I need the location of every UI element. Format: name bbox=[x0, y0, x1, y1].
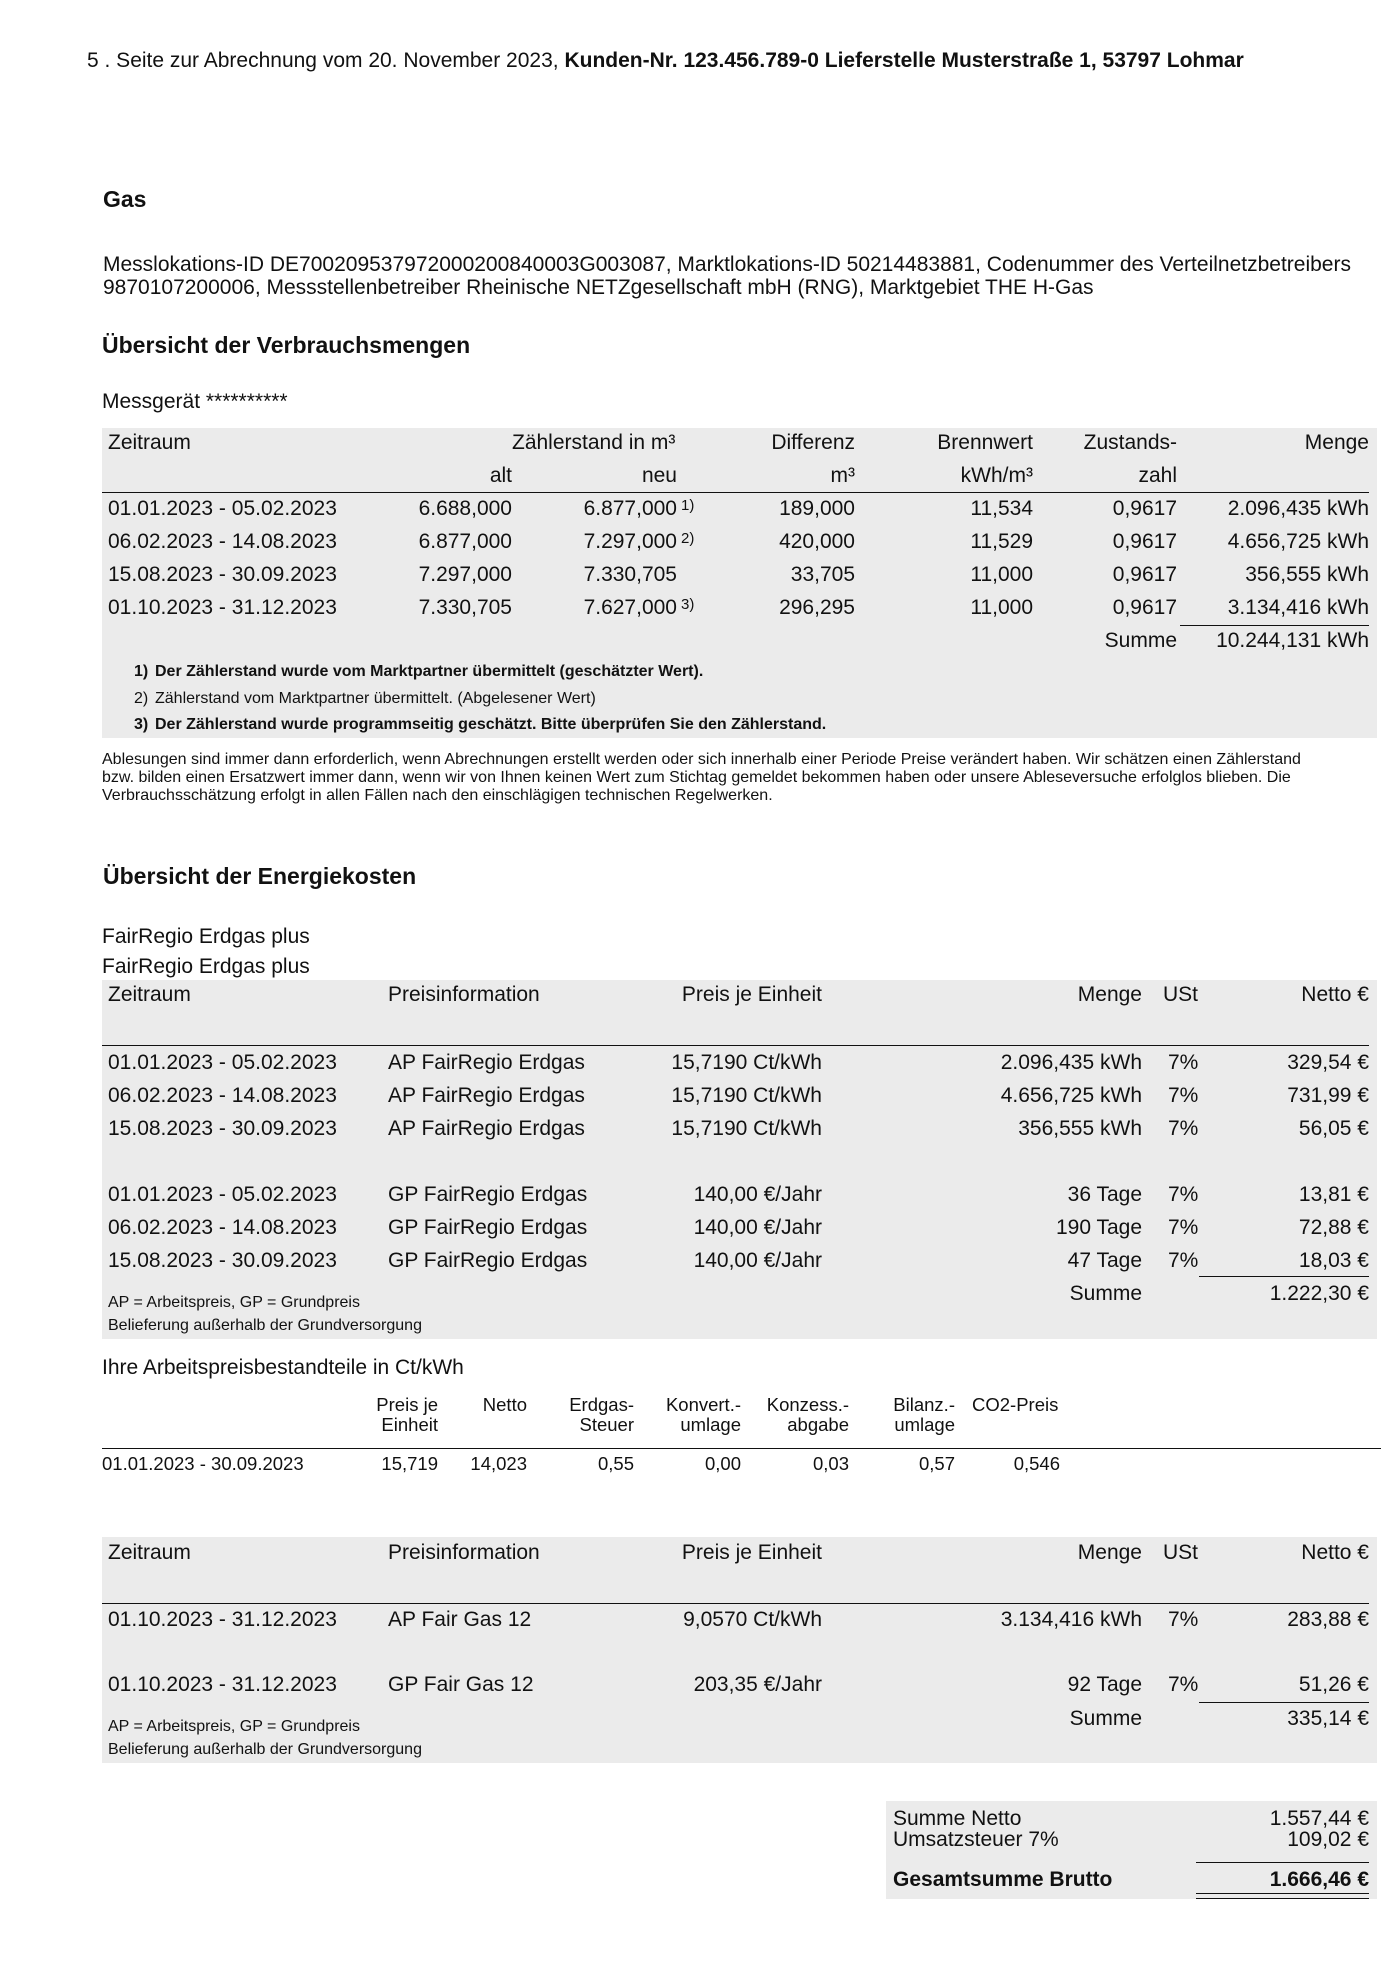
net-amount: 283,88 € bbox=[1287, 1608, 1369, 1631]
period: 01.01.2023 - 05.02.2023 bbox=[108, 1051, 337, 1074]
energy-costs-title: Übersicht der Energiekosten bbox=[103, 863, 417, 889]
consumption-sum-row bbox=[0, 628, 1400, 654]
header-net: Netto € bbox=[1301, 983, 1369, 1006]
net-amount: 18,03 € bbox=[1298, 1249, 1369, 1272]
header-meter-reading: Zählerstand in m³ bbox=[512, 431, 676, 454]
vat-rate: 7% bbox=[1168, 1608, 1199, 1631]
price-components-title: Ihre Arbeitspreisbestandteile in Ct/kWh bbox=[102, 1356, 464, 1379]
z-number: 0,9617 bbox=[1112, 563, 1177, 586]
calorific-value: 11,000 bbox=[970, 596, 1033, 619]
header-divider bbox=[102, 1045, 1369, 1046]
net-amount: 731,99 € bbox=[1287, 1084, 1369, 1107]
cost-row bbox=[0, 1248, 1400, 1274]
quantity: 4.656,725 kWh bbox=[1000, 1084, 1142, 1107]
unit-price: 9,0570 Ct/kWh bbox=[683, 1608, 822, 1631]
meter-label: Messgerät ********** bbox=[102, 390, 288, 413]
quantity: 3.134,416 kWh bbox=[1000, 1608, 1142, 1631]
cost-row bbox=[0, 1182, 1400, 1208]
product-name: FairRegio Erdgas plus bbox=[102, 925, 310, 948]
table-note bbox=[0, 1293, 1400, 1313]
price-info: GP FairRegio Erdgas bbox=[388, 1249, 588, 1272]
header-concession-fee: Konzess.- bbox=[766, 1394, 849, 1415]
consumption-row bbox=[0, 595, 1400, 621]
location-info-line: Messlokations-ID DE700209537972000200840003G003087, Marktlokations-ID 50214483881, Codenummer des Verteilnetzbetreibers bbox=[103, 253, 1351, 276]
price-info: AP FairRegio Erdgas bbox=[388, 1051, 585, 1074]
customer-info: Kunden-Nr. 123.456.789-0 Lieferstelle Musterstraße 1, 53797 Lohmar bbox=[564, 49, 1244, 72]
period: 06.02.2023 - 14.08.2023 bbox=[108, 1216, 337, 1239]
net-total-value: 1.557,44 € bbox=[1269, 1807, 1369, 1830]
quantity: 47 Tage bbox=[1067, 1249, 1142, 1272]
period: 06.02.2023 - 14.08.2023 bbox=[108, 530, 337, 553]
calorific-value: 11,534 bbox=[970, 497, 1033, 520]
difference: 189,000 bbox=[779, 497, 855, 520]
table-note bbox=[0, 1740, 1400, 1760]
z-number: 0,9617 bbox=[1112, 530, 1177, 553]
quantity: 36 Tage bbox=[1067, 1183, 1142, 1206]
net-amount: 329,54 € bbox=[1287, 1051, 1369, 1074]
period: 01.01.2023 - 05.02.2023 bbox=[108, 497, 337, 520]
totals-vat-row bbox=[0, 1829, 1400, 1851]
vat-total-label: Umsatzsteuer 7% bbox=[893, 1828, 1059, 1851]
header-vat: USt bbox=[1163, 983, 1199, 1006]
old-reading: 6.688,000 bbox=[418, 497, 512, 520]
net-total-label: Summe Netto bbox=[893, 1807, 1022, 1830]
header-price-info: Preisinformation bbox=[388, 983, 540, 1006]
footnote bbox=[0, 689, 1400, 709]
sum-divider bbox=[1199, 1702, 1369, 1703]
sum-label: Summe bbox=[1069, 1282, 1142, 1305]
quantity: 92 Tage bbox=[1067, 1673, 1142, 1696]
note-text: Belieferung außerhalb der Grundversorgung bbox=[108, 1741, 422, 1758]
unit-price: 15,7190 Ct/kWh bbox=[671, 1051, 822, 1074]
footnote bbox=[0, 662, 1400, 682]
cost-row bbox=[0, 1050, 1400, 1076]
period: 01.10.2023 - 31.12.2023 bbox=[108, 1673, 337, 1696]
net-amount: 13,81 € bbox=[1298, 1183, 1369, 1206]
footnote-text: Zählerstand vom Marktpartner übermittelt. (Abgelesener Wert) bbox=[155, 690, 596, 707]
disclaimer-line: Ablesungen sind immer dann erforderlich, wenn Abrechnungen erstellt werden oder sich innerhalb einer Periode Preise verändert haben. Wir schätzen einen Zählerstand bbox=[102, 751, 1301, 768]
period: 15.08.2023 - 30.09.2023 bbox=[108, 1117, 337, 1140]
header-price-info: Preisinformation bbox=[388, 1541, 540, 1564]
conversion-levy: 0,00 bbox=[704, 1453, 741, 1474]
vat-rate: 7% bbox=[1168, 1183, 1199, 1206]
totals-divider bbox=[1196, 1862, 1369, 1863]
header-net: Netto bbox=[482, 1394, 527, 1415]
vat-rate: 7% bbox=[1168, 1084, 1199, 1107]
net: 14,023 bbox=[470, 1453, 527, 1474]
gross-total-label: Gesamtsumme Brutto bbox=[893, 1868, 1113, 1891]
footnote-text: Der Zählerstand wurde programmseitig geschätzt. Bitte überprüfen Sie den Zählerstand. bbox=[155, 716, 827, 733]
header-old: alt bbox=[489, 464, 512, 487]
cost-row bbox=[0, 1215, 1400, 1241]
page-info: 5 . Seite zur Abrechnung vom 20. November 2023, bbox=[87, 49, 559, 72]
new-reading: 7.297,000 bbox=[583, 530, 677, 553]
z-number: 0,9617 bbox=[1112, 596, 1177, 619]
sum-divider bbox=[1180, 625, 1369, 626]
z-number: 0,9617 bbox=[1112, 497, 1177, 520]
unit-price: 203,35 €/Jahr bbox=[693, 1673, 822, 1696]
footnote-marker: 1) bbox=[681, 497, 695, 514]
components-header-row bbox=[0, 1395, 1400, 1415]
header-unit-price: Preis je bbox=[376, 1394, 438, 1415]
header-conversion-levy: Konvert.- bbox=[665, 1394, 741, 1415]
unit-price: 140,00 €/Jahr bbox=[693, 1249, 822, 1272]
price-info: AP Fair Gas 12 bbox=[388, 1608, 532, 1631]
vat-rate: 7% bbox=[1168, 1216, 1199, 1239]
difference: 420,000 bbox=[779, 530, 855, 553]
disclaimer-line: Verbrauchsschätzung erfolgt in allen Fällen nach den einschlägigen technischen Regelwerken. bbox=[102, 787, 773, 804]
consumption-header-row bbox=[0, 430, 1400, 456]
header-unit-price: Preis je Einheit bbox=[681, 1541, 822, 1564]
header-conversion-levy-2: umlage bbox=[680, 1414, 741, 1435]
vat-rate: 7% bbox=[1168, 1117, 1199, 1140]
period: 01.01.2023 - 05.02.2023 bbox=[108, 1183, 337, 1206]
new-reading: 7.330,705 bbox=[583, 563, 677, 586]
vat-rate: 7% bbox=[1168, 1249, 1199, 1272]
cost-row bbox=[0, 1116, 1400, 1142]
footnote-marker: 2) bbox=[681, 530, 695, 547]
sum-label: Summe bbox=[1104, 629, 1177, 652]
sum-value: 1.222,30 € bbox=[1269, 1282, 1369, 1305]
header-balancing-levy: Bilanz.- bbox=[893, 1394, 955, 1415]
header-period: Zeitraum bbox=[108, 1541, 191, 1564]
header-difference-unit: m³ bbox=[830, 464, 855, 487]
header-quantity: Menge bbox=[1077, 1541, 1142, 1564]
header-unit-price-2: Einheit bbox=[381, 1414, 438, 1435]
header-vat: USt bbox=[1163, 1541, 1199, 1564]
components-divider bbox=[102, 1448, 1381, 1449]
gas-tax: 0,55 bbox=[597, 1453, 634, 1474]
unit-price: 15,719 bbox=[381, 1453, 438, 1474]
difference: 33,705 bbox=[790, 563, 855, 586]
old-reading: 7.297,000 bbox=[418, 563, 512, 586]
calorific-value: 11,529 bbox=[970, 530, 1033, 553]
header-concession-fee-2: abgabe bbox=[787, 1414, 849, 1435]
header-gas-tax-2: Steuer bbox=[579, 1414, 634, 1435]
footnote bbox=[0, 715, 1400, 735]
sum-value: 335,14 € bbox=[1287, 1707, 1369, 1730]
section-title-gas: Gas bbox=[103, 186, 147, 212]
consumption-title: Übersicht der Verbrauchsmengen bbox=[102, 332, 471, 358]
amount: 3.134,416 kWh bbox=[1227, 596, 1369, 619]
totals-gross-row bbox=[0, 1869, 1400, 1891]
period: 01.01.2023 - 30.09.2023 bbox=[102, 1453, 304, 1474]
components-header-row-2 bbox=[0, 1415, 1400, 1435]
header-z-number: Zustands- bbox=[1083, 431, 1177, 454]
footnote-marker: 3) bbox=[681, 596, 695, 613]
unit-price: 140,00 €/Jahr bbox=[693, 1216, 822, 1239]
quantity: 2.096,435 kWh bbox=[1000, 1051, 1142, 1074]
note-text: AP = Arbeitspreis, GP = Grundpreis bbox=[108, 1294, 360, 1311]
header-divider bbox=[102, 492, 1369, 493]
quantity: 190 Tage bbox=[1055, 1216, 1142, 1239]
unit-price: 140,00 €/Jahr bbox=[693, 1183, 822, 1206]
co2-price: 0,546 bbox=[1013, 1453, 1060, 1474]
period: 15.08.2023 - 30.09.2023 bbox=[108, 1249, 337, 1272]
consumption-subheader-row bbox=[0, 463, 1400, 489]
price-info: GP FairRegio Erdgas bbox=[388, 1183, 588, 1206]
net-amount: 51,26 € bbox=[1298, 1673, 1369, 1696]
new-reading: 6.877,000 bbox=[583, 497, 677, 520]
totals-double-underline-bottom bbox=[1196, 1898, 1369, 1899]
totals-net-row bbox=[0, 1808, 1400, 1830]
quantity: 356,555 kWh bbox=[1018, 1117, 1142, 1140]
consumption-row bbox=[0, 562, 1400, 588]
header-z-number-2: zahl bbox=[1138, 464, 1177, 487]
period: 06.02.2023 - 14.08.2023 bbox=[108, 1084, 337, 1107]
header-quantity: Menge bbox=[1077, 983, 1142, 1006]
balancing-levy: 0,57 bbox=[918, 1453, 955, 1474]
vat-rate: 7% bbox=[1168, 1051, 1199, 1074]
header-gas-tax: Erdgas- bbox=[569, 1394, 634, 1415]
footnote-number: 2) bbox=[134, 690, 149, 707]
header-difference: Differenz bbox=[771, 431, 855, 454]
product-name: FairRegio Erdgas plus bbox=[102, 955, 310, 978]
difference: 296,295 bbox=[779, 596, 855, 619]
concession-fee: 0,03 bbox=[812, 1453, 849, 1474]
header-divider bbox=[102, 1603, 1369, 1604]
cost-row bbox=[0, 1607, 1400, 1633]
header-co2-price: CO2-Preis bbox=[972, 1394, 1059, 1415]
footnote-number: 1) bbox=[134, 663, 149, 680]
price-info: AP FairRegio Erdgas bbox=[388, 1117, 585, 1140]
table-note bbox=[0, 1316, 1400, 1336]
header-calorific-value: Brennwert bbox=[937, 431, 1033, 454]
header-period: Zeitraum bbox=[108, 431, 191, 454]
unit-price: 15,7190 Ct/kWh bbox=[671, 1117, 822, 1140]
price-info: GP Fair Gas 12 bbox=[388, 1673, 534, 1696]
cost-row bbox=[0, 1083, 1400, 1109]
header-unit-price: Preis je Einheit bbox=[681, 983, 822, 1006]
vat-rate: 7% bbox=[1168, 1673, 1199, 1696]
sum-divider bbox=[1199, 1276, 1369, 1277]
header-calorific-unit: kWh/m³ bbox=[960, 464, 1033, 487]
location-info-line: 9870107200006, Messstellenbetreiber Rheinische NETZgesellschaft mbH (RNG), Marktgebiet THE H-Gas bbox=[103, 276, 1094, 299]
sum-label: Summe bbox=[1069, 1707, 1142, 1730]
net-amount: 56,05 € bbox=[1298, 1117, 1369, 1140]
amount: 356,555 kWh bbox=[1245, 563, 1369, 586]
disclaimer-line: bzw. bilden einen Ersatzwert immer dann, wenn wir von Ihnen keinen Wert zum Stichtag gemeldet bekommen haben oder unsere Ableseversuche erfolglos blieben. Die bbox=[102, 769, 1291, 786]
cost-row bbox=[0, 1672, 1400, 1698]
old-reading: 6.877,000 bbox=[418, 530, 512, 553]
gross-total-value: 1.666,46 € bbox=[1269, 1868, 1369, 1891]
footnote-number: 3) bbox=[134, 716, 149, 733]
sum-value: 10.244,131 kWh bbox=[1216, 629, 1369, 652]
note-text: AP = Arbeitspreis, GP = Grundpreis bbox=[108, 1718, 360, 1735]
old-reading: 7.330,705 bbox=[418, 596, 512, 619]
net-amount: 72,88 € bbox=[1298, 1216, 1369, 1239]
price-info: AP FairRegio Erdgas bbox=[388, 1084, 585, 1107]
header-net: Netto € bbox=[1301, 1541, 1369, 1564]
calorific-value: 11,000 bbox=[970, 563, 1033, 586]
vat-total-value: 109,02 € bbox=[1287, 1828, 1369, 1851]
components-row bbox=[0, 1454, 1400, 1474]
amount: 2.096,435 kWh bbox=[1227, 497, 1369, 520]
page-header bbox=[87, 48, 1244, 74]
header-period: Zeitraum bbox=[108, 983, 191, 1006]
period: 01.10.2023 - 31.12.2023 bbox=[108, 1608, 337, 1631]
unit-price: 15,7190 Ct/kWh bbox=[671, 1084, 822, 1107]
header-new: neu bbox=[641, 464, 677, 487]
header-balancing-levy-2: umlage bbox=[894, 1414, 955, 1435]
energy-header-row bbox=[0, 1540, 1400, 1566]
period: 01.10.2023 - 31.12.2023 bbox=[108, 596, 337, 619]
totals-double-underline-top bbox=[1196, 1893, 1369, 1894]
amount: 4.656,725 kWh bbox=[1227, 530, 1369, 553]
table-note bbox=[0, 1717, 1400, 1737]
new-reading: 7.627,000 bbox=[583, 596, 677, 619]
energy-header-row bbox=[0, 982, 1400, 1008]
price-info: GP FairRegio Erdgas bbox=[388, 1216, 588, 1239]
footnote-text: Der Zählerstand wurde vom Marktpartner übermittelt (geschätzter Wert). bbox=[155, 663, 704, 680]
consumption-row bbox=[0, 496, 1400, 522]
period: 15.08.2023 - 30.09.2023 bbox=[108, 563, 337, 586]
header-amount: Menge bbox=[1304, 431, 1369, 454]
note-text: Belieferung außerhalb der Grundversorgung bbox=[108, 1317, 422, 1334]
consumption-row bbox=[0, 529, 1400, 555]
